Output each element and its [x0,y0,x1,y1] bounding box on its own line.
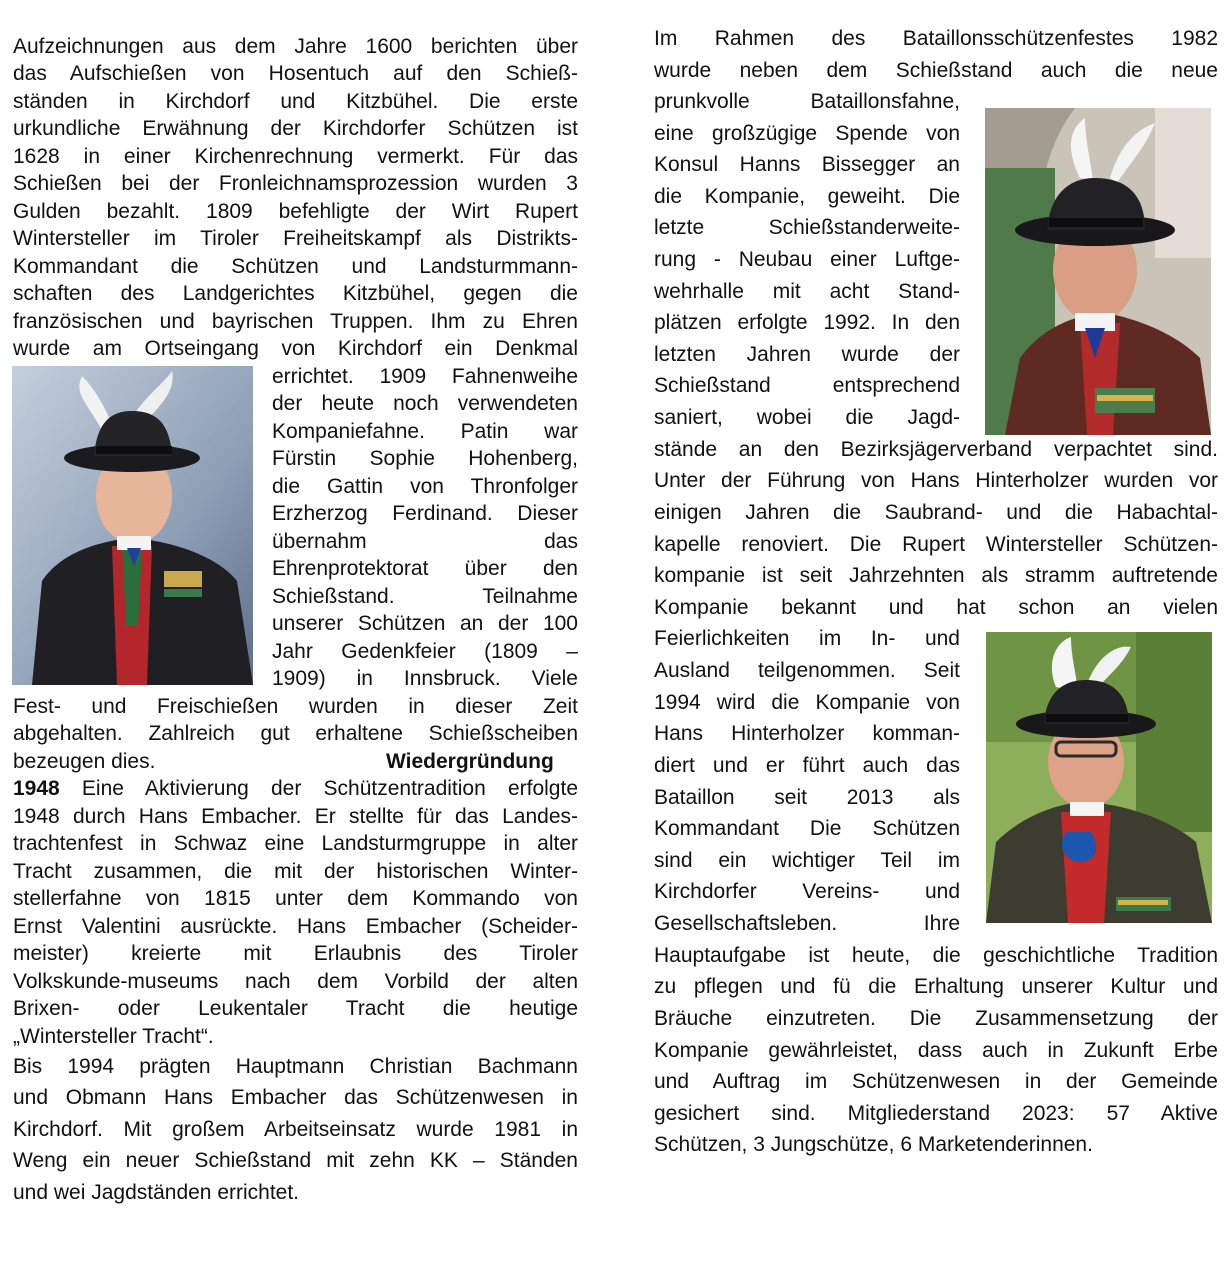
text-line: 1628 in einer Kirchenrechnung vermerkt. Für das [13,145,578,168]
text-line: 1909) in Innsbruck. Viele [272,667,578,690]
text-line: rung - Neubau einer Luftge- [654,248,960,271]
text-line: Kommandant Die Schützen [654,817,960,840]
text-line: trachtenfest in Schwaz eine Landsturmgruppe in alter [13,832,578,855]
text-line: schaften des Landgerichtes Kitzbühel, gegen die [13,282,578,305]
text-line: Konsul Hanns Bissegger an [654,153,960,176]
text-span: Eine Aktivierung der Schützentradition erfolgte [59,777,578,800]
text-line: Hauptaufgabe ist heute, die geschichtliche Tradition [654,944,1218,967]
section-heading-part2: 1948 [13,777,60,800]
text-line: Ernst Valentini ausrückte. Hans Embacher (Scheider- [13,915,578,938]
text-line: der heute noch verwendeten [272,392,578,415]
text-line: wurde am Ortseingang von Kirchdorf ein Denkmal [13,337,578,360]
text-line: prunkvolle Bataillonsfahne, [654,90,960,113]
text-line: bezeugen dies. [13,750,156,773]
text-line: urkundliche Erwähnung der Kirchdorfer Schützen ist [13,117,578,140]
text-line: zu pflegen und fü die Erhaltung unserer Kultur und [654,975,1218,998]
text-line: ständen in Kirchdorf und Kitzbühel. Die erste [13,90,578,113]
text-line: meister) kreierte mit Erlaubnis des Tiroler [13,942,578,965]
text-line: Brixen- oder Leukentaler Tracht die heutige [13,997,578,1020]
text-line: Hans Hinterholzer komman- [654,722,960,745]
text-line: Feierlichkeiten im In- und [654,627,960,650]
text-line: die Kompanie, geweiht. Die [654,185,960,208]
text-line: saniert, wobei die Jagd- [654,406,960,429]
text-line: wurde neben dem Schießstand auch die neue [654,59,1218,82]
text-line: Bataillon seit 2013 als [654,786,960,809]
text-line: wehrhalle mit acht Stand- [654,280,960,303]
text-line: unserer Schützen an der 100 [272,612,578,635]
text-line: errichtet. 1909 Fahnenweihe [272,365,578,388]
text-line: Kirchdorf. Mit großem Arbeitseinsatz wurde 1981 in [13,1118,578,1141]
text-line: kompanie ist seit Jahrzehnten als stramm auftretende [654,564,1218,587]
text-line: Schießstand entsprechend [654,374,960,397]
text-line: Schießen bei der Fronleichnamsprozession wurden 3 [13,172,578,195]
text-line: kapelle renoviert. Die Rupert Wintersteller Schützen- [654,533,1218,556]
text-line: Kompanie gewährleistet, dass auch in Zukunft Erbe [654,1039,1218,1062]
section-heading-line [13,775,578,802]
text-line: Wintersteller im Tiroler Freiheitskampf als Distrikts- [13,227,578,250]
text-line: Bis 1994 prägten Hauptmann Christian Bachmann [13,1055,578,1078]
text-line: Ausland teilgenommen. Seit [654,659,960,682]
text-line: plätzen erfolgte 1992. In den [654,311,960,334]
text-line: Fürstin Sophie Hohenberg, [272,447,578,470]
text-line: übernahm das [272,530,578,553]
portrait-photo-3 [986,632,1212,923]
text-line: Bräuche einzutreten. Die Zusammensetzung der [654,1007,1218,1030]
text-line: das Aufschießen von Hosentuch auf den Schieß- [13,62,578,85]
text-line: diert und er führt auch das [654,754,960,777]
text-line: Unter der Führung von Hans Hinterholzer wurden vor [654,469,1218,492]
text-line: Kirchdorfer Vereins- und [654,880,960,903]
section-heading-part1: Wiedergründung [386,750,554,773]
text-line: Jahr Gedenkfeier (1809 – [272,640,578,663]
text-line: Aufzeichnungen aus dem Jahre 1600 berichten über [13,35,578,58]
text-line: Tracht zusammen, die mit der historischen Winter- [13,860,578,883]
portrait-photo-1 [12,366,253,685]
text-line: Fest- und Freischießen wurden in dieser Zeit [13,695,578,718]
text-line: die Gattin von Thronfolger [272,475,578,498]
text-line: Volkskunde-museums nach dem Vorbild der alten [13,970,578,993]
text-line: französischen und bayrischen Truppen. Ihm zu Ehren [13,310,578,333]
text-line: letzten Jahren wurde der [654,343,960,366]
text-line: Gesellschaftsleben. Ihre [654,912,960,935]
text-line: abgehalten. Zahlreich gut erhaltene Schießscheiben [13,722,578,745]
text-line: Kompanie bekannt und hat schon an vielen [654,596,1218,619]
text-line: „Wintersteller Tracht“. [13,1025,214,1048]
text-line: eine großzügige Spende von [654,122,960,145]
text-line: und Auftrag im Schützenwesen in der Gemeinde [654,1070,1218,1093]
portrait-photo-2 [985,108,1211,435]
text-line: letzte Schießstanderweite- [654,216,960,239]
text-line: einigen Jahren die Saubrand- und die Habachtal- [654,501,1218,524]
text-line: Schützen, 3 Jungschütze, 6 Marketenderinnen. [654,1133,1093,1156]
text-line: sind ein wichtiger Teil im [654,849,960,872]
text-line: und wei Jagdständen errichtet. [13,1181,300,1204]
text-line: Schießstand. Teilnahme [272,585,578,608]
text-line: stellerfahne von 1815 unter dem Kommando von [13,887,578,910]
text-line: stände an den Bezirksjägerverband verpachtet sind. [654,438,1218,461]
text-line: Ehrenprotektorat über den [272,557,578,580]
text-line: 1994 wird die Kompanie von [654,691,960,714]
text-line: Kompaniefahne. Patin war [272,420,578,443]
text-line: 1948 durch Hans Embacher. Er stellte für das Landes- [13,805,578,828]
text-line: gesichert sind. Mitgliederstand 2023: 57 Aktive [654,1102,1218,1125]
text-line: Im Rahmen des Bataillonsschützenfestes 1982 [654,27,1218,50]
text-line: und Obmann Hans Embacher das Schützenwesen in [13,1086,578,1109]
text-line: Kommandant die Schützen und Landsturmmann- [13,255,578,278]
text-line: Gulden bezahlt. 1809 befehligte der Wirt Rupert [13,200,578,223]
text-line: Weng ein neuer Schießstand mit zehn KK – Ständen [13,1149,578,1172]
text-line: Erzherzog Ferdinand. Dieser [272,502,578,525]
